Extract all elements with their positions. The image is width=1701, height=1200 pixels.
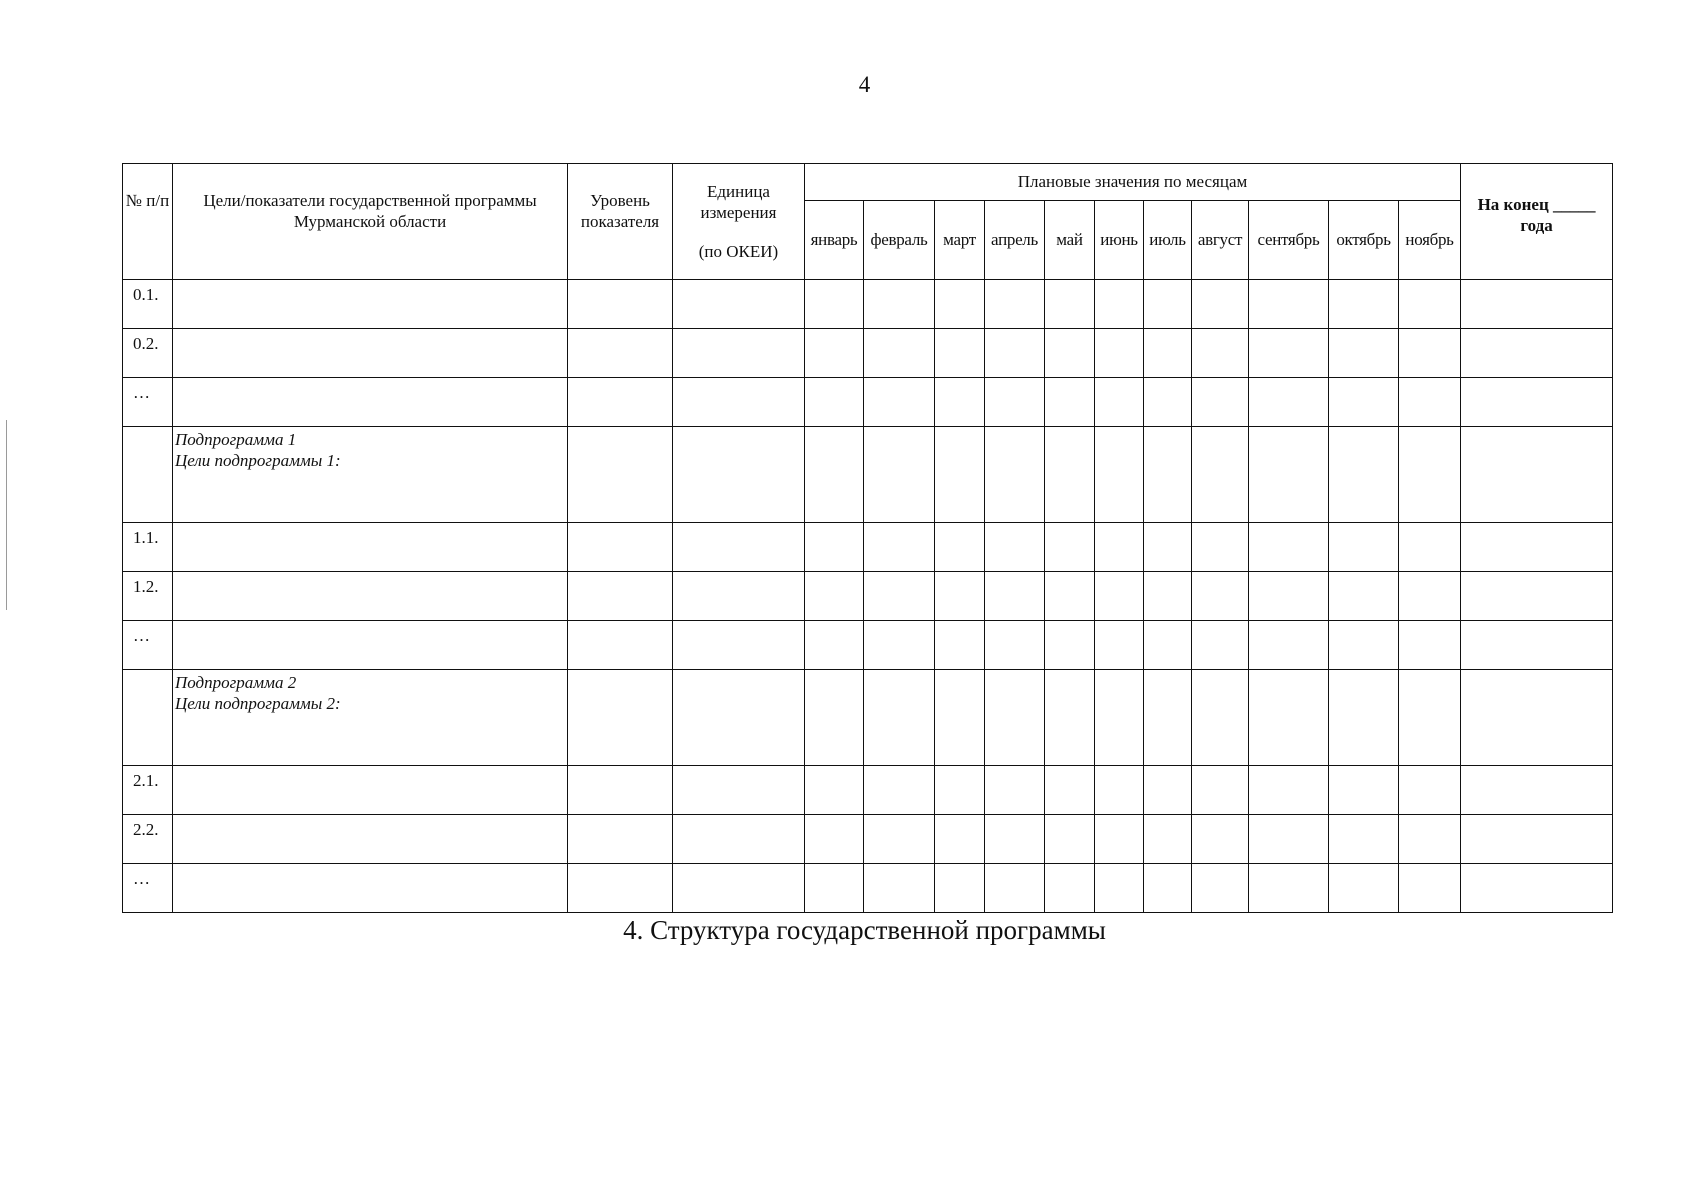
table-row	[123, 815, 1613, 864]
empty-cell	[1095, 621, 1144, 670]
empty-cell	[935, 572, 985, 621]
empty-cell	[1461, 572, 1613, 621]
empty-cell	[935, 523, 985, 572]
empty-cell	[1192, 378, 1249, 427]
empty-cell	[1329, 864, 1399, 913]
table-row	[123, 523, 1613, 572]
empty-cell	[1192, 815, 1249, 864]
empty-cell	[805, 572, 864, 621]
row-goal	[173, 523, 568, 572]
empty-cell	[1461, 621, 1613, 670]
empty-cell	[1249, 815, 1329, 864]
row-number: …	[123, 378, 173, 427]
empty-cell	[1192, 329, 1249, 378]
empty-cell	[1045, 815, 1095, 864]
row-goal	[173, 815, 568, 864]
empty-cell	[1144, 329, 1192, 378]
empty-cell	[935, 378, 985, 427]
empty-cell	[673, 572, 805, 621]
empty-cell	[985, 864, 1045, 913]
empty-cell	[985, 815, 1045, 864]
empty-cell	[805, 864, 864, 913]
empty-cell	[935, 621, 985, 670]
page-number: 4	[858, 72, 871, 97]
table-row	[123, 621, 1613, 670]
empty-cell	[864, 864, 935, 913]
planned-values-table	[122, 163, 1613, 913]
empty-cell	[673, 815, 805, 864]
empty-cell	[1144, 670, 1192, 766]
row-goal	[173, 280, 568, 329]
empty-cell	[1045, 378, 1095, 427]
empty-cell	[1329, 621, 1399, 670]
empty-cell	[568, 427, 673, 523]
empty-cell	[805, 427, 864, 523]
empty-cell	[1144, 621, 1192, 670]
empty-cell	[985, 766, 1045, 815]
empty-cell	[1249, 621, 1329, 670]
empty-cell	[1192, 280, 1249, 329]
empty-cell	[805, 621, 864, 670]
empty-cell	[1045, 280, 1095, 329]
empty-cell	[1144, 378, 1192, 427]
row-goal	[173, 766, 568, 815]
empty-cell	[568, 815, 673, 864]
empty-cell	[1249, 523, 1329, 572]
row-number	[123, 670, 173, 766]
row-goal	[173, 329, 568, 378]
subprogram-title: Подпрограмма 2	[175, 673, 297, 692]
empty-cell	[1045, 864, 1095, 913]
empty-cell	[1399, 378, 1461, 427]
empty-cell	[864, 766, 935, 815]
empty-cell	[1249, 864, 1329, 913]
row-goal	[173, 572, 568, 621]
empty-cell	[935, 280, 985, 329]
empty-cell	[673, 329, 805, 378]
empty-cell	[1045, 329, 1095, 378]
empty-cell	[568, 621, 673, 670]
empty-cell	[1192, 864, 1249, 913]
empty-cell	[1399, 280, 1461, 329]
empty-cell	[1045, 523, 1095, 572]
header-goals: Цели/показатели государственной программы Мурманской области	[173, 164, 568, 280]
month-header: март	[935, 201, 985, 280]
month-header: ноябрь	[1399, 201, 1461, 280]
empty-cell	[1329, 670, 1399, 766]
empty-cell	[1329, 815, 1399, 864]
row-goal	[173, 670, 568, 766]
empty-cell	[1192, 766, 1249, 815]
header-num: № п/п	[123, 164, 173, 280]
empty-cell	[1461, 815, 1613, 864]
empty-cell	[985, 378, 1045, 427]
empty-cell	[805, 378, 864, 427]
month-header: апрель	[985, 201, 1045, 280]
empty-cell	[1095, 427, 1144, 523]
empty-cell	[1399, 815, 1461, 864]
header-year-end	[1461, 164, 1613, 280]
table-row	[123, 572, 1613, 621]
empty-cell	[1249, 378, 1329, 427]
empty-cell	[1144, 523, 1192, 572]
empty-cell	[1329, 280, 1399, 329]
empty-cell	[1192, 523, 1249, 572]
row-number: 2.1.	[123, 766, 173, 815]
empty-cell	[673, 670, 805, 766]
empty-cell	[985, 427, 1045, 523]
empty-cell	[673, 523, 805, 572]
table-row	[123, 427, 1613, 523]
subprogram-title: Подпрограмма 1	[175, 430, 297, 449]
empty-cell	[1095, 815, 1144, 864]
table-row	[123, 670, 1613, 766]
header-year-end-title: На конец _____	[1477, 195, 1596, 214]
empty-cell	[864, 670, 935, 766]
month-header: август	[1192, 201, 1249, 280]
month-header: октябрь	[1329, 201, 1399, 280]
empty-cell	[568, 572, 673, 621]
empty-cell	[864, 523, 935, 572]
empty-cell	[805, 670, 864, 766]
empty-cell	[1461, 378, 1613, 427]
empty-cell	[1095, 329, 1144, 378]
empty-cell	[935, 427, 985, 523]
empty-cell	[985, 280, 1045, 329]
empty-cell	[568, 766, 673, 815]
empty-cell	[864, 280, 935, 329]
empty-cell	[568, 864, 673, 913]
row-number: 2.2.	[123, 815, 173, 864]
empty-cell	[1095, 378, 1144, 427]
month-header: январь	[805, 201, 864, 280]
empty-cell	[985, 670, 1045, 766]
empty-cell	[1095, 864, 1144, 913]
header-level: Уровень показателя	[568, 164, 673, 280]
empty-cell	[1399, 621, 1461, 670]
table-row	[123, 280, 1613, 329]
empty-cell	[1249, 329, 1329, 378]
empty-cell	[1045, 621, 1095, 670]
row-number: 0.1.	[123, 280, 173, 329]
empty-cell	[673, 427, 805, 523]
empty-cell	[1144, 864, 1192, 913]
empty-cell	[1461, 864, 1613, 913]
empty-cell	[1095, 670, 1144, 766]
empty-cell	[1461, 280, 1613, 329]
empty-cell	[568, 670, 673, 766]
row-number: 1.2.	[123, 572, 173, 621]
empty-cell	[1329, 572, 1399, 621]
row-number: …	[123, 621, 173, 670]
empty-cell	[673, 280, 805, 329]
empty-cell	[1192, 621, 1249, 670]
empty-cell	[1249, 670, 1329, 766]
table-body	[123, 280, 1613, 913]
table-row	[123, 864, 1613, 913]
table-row	[123, 329, 1613, 378]
empty-cell	[864, 329, 935, 378]
empty-cell	[1192, 670, 1249, 766]
empty-cell	[1399, 864, 1461, 913]
empty-cell	[985, 329, 1045, 378]
header-planned-values: Плановые значения по месяцам	[805, 164, 1461, 201]
empty-cell	[673, 864, 805, 913]
empty-cell	[864, 621, 935, 670]
empty-cell	[864, 815, 935, 864]
empty-cell	[805, 815, 864, 864]
empty-cell	[935, 864, 985, 913]
month-header: июль	[1144, 201, 1192, 280]
header-year-end-year: года	[1520, 216, 1553, 236]
empty-cell	[1461, 329, 1613, 378]
empty-cell	[1045, 572, 1095, 621]
table-header-row	[123, 164, 1613, 201]
empty-cell	[1144, 815, 1192, 864]
empty-cell	[568, 378, 673, 427]
empty-cell	[1399, 766, 1461, 815]
empty-cell	[1329, 329, 1399, 378]
row-goal	[173, 427, 568, 523]
empty-cell	[1399, 523, 1461, 572]
empty-cell	[1192, 572, 1249, 621]
empty-cell	[935, 670, 985, 766]
empty-cell	[1045, 427, 1095, 523]
empty-cell	[1329, 523, 1399, 572]
empty-cell	[1095, 280, 1144, 329]
empty-cell	[935, 766, 985, 815]
scan-edge-mark	[6, 420, 7, 610]
empty-cell	[1192, 427, 1249, 523]
empty-cell	[864, 427, 935, 523]
empty-cell	[1095, 523, 1144, 572]
empty-cell	[805, 766, 864, 815]
empty-cell	[935, 329, 985, 378]
header-unit	[673, 164, 805, 280]
empty-cell	[1249, 572, 1329, 621]
empty-cell	[1095, 572, 1144, 621]
empty-cell	[568, 280, 673, 329]
row-number: …	[123, 864, 173, 913]
empty-cell	[568, 523, 673, 572]
empty-cell	[935, 815, 985, 864]
empty-cell	[568, 329, 673, 378]
empty-cell	[1399, 427, 1461, 523]
empty-cell	[864, 572, 935, 621]
row-number	[123, 427, 173, 523]
table-row	[123, 766, 1613, 815]
row-goal	[173, 621, 568, 670]
empty-cell	[1144, 427, 1192, 523]
section-heading: 4. Структура государственной программы	[623, 915, 1106, 945]
month-header: февраль	[864, 201, 935, 280]
empty-cell	[805, 523, 864, 572]
empty-cell	[1144, 766, 1192, 815]
empty-cell	[864, 378, 935, 427]
empty-cell	[673, 766, 805, 815]
header-unit-okei: (по ОКЕИ)	[698, 242, 779, 262]
empty-cell	[1461, 766, 1613, 815]
empty-cell	[1249, 280, 1329, 329]
month-header: июнь	[1095, 201, 1144, 280]
subprogram-goals-label: Цели подпрограммы 2:	[175, 694, 341, 714]
empty-cell	[1461, 427, 1613, 523]
row-number: 0.2.	[123, 329, 173, 378]
empty-cell	[805, 329, 864, 378]
month-header: май	[1045, 201, 1095, 280]
table-row	[123, 378, 1613, 427]
subprogram-goals-label: Цели подпрограммы 1:	[175, 451, 341, 471]
empty-cell	[1329, 766, 1399, 815]
empty-cell	[673, 621, 805, 670]
row-number: 1.1.	[123, 523, 173, 572]
empty-cell	[1095, 766, 1144, 815]
month-header: сентябрь	[1249, 201, 1329, 280]
row-goal	[173, 378, 568, 427]
empty-cell	[673, 378, 805, 427]
empty-cell	[985, 523, 1045, 572]
empty-cell	[1249, 427, 1329, 523]
empty-cell	[1461, 670, 1613, 766]
empty-cell	[1329, 427, 1399, 523]
empty-cell	[1045, 766, 1095, 815]
empty-cell	[985, 572, 1045, 621]
empty-cell	[1399, 329, 1461, 378]
row-goal	[173, 864, 568, 913]
empty-cell	[1144, 572, 1192, 621]
empty-cell	[1144, 280, 1192, 329]
empty-cell	[1461, 523, 1613, 572]
header-unit-title: Единица измерения	[700, 181, 777, 222]
empty-cell	[805, 280, 864, 329]
empty-cell	[985, 621, 1045, 670]
empty-cell	[1329, 378, 1399, 427]
empty-cell	[1399, 572, 1461, 621]
empty-cell	[1249, 766, 1329, 815]
empty-cell	[1399, 670, 1461, 766]
empty-cell	[1045, 670, 1095, 766]
